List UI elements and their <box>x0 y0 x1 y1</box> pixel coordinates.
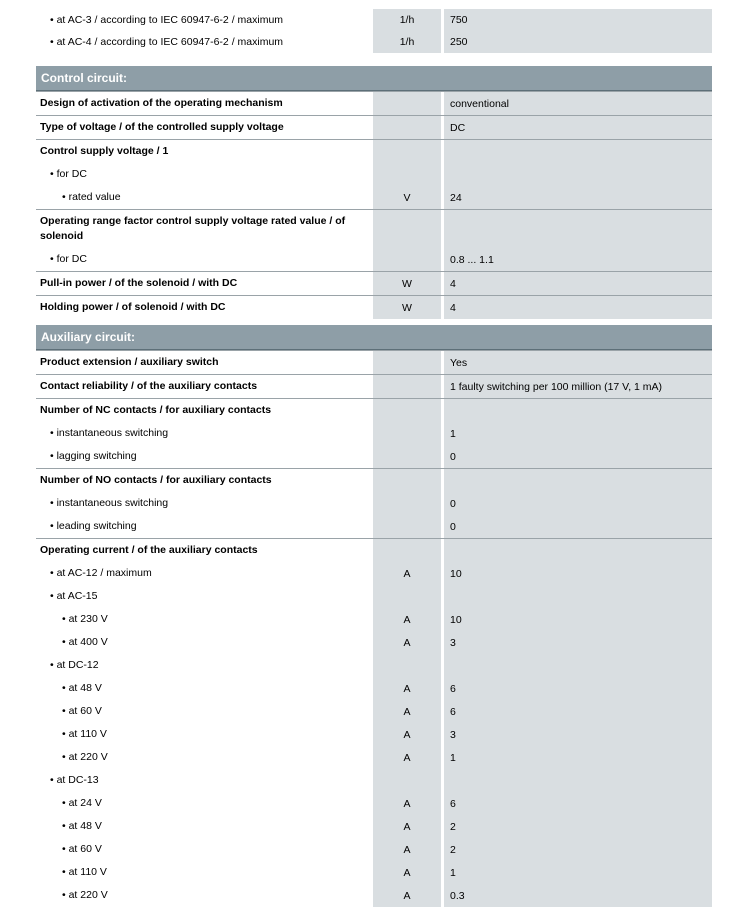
table-row <box>36 838 712 861</box>
row-value: 1 faulty switching per 100 million (17 V, 1 mA) <box>444 375 712 398</box>
row-label: Design of activation of the operating mechanism <box>40 97 283 109</box>
row-value: 6 <box>444 677 712 700</box>
row-value: 750 <box>444 9 712 31</box>
row-label: Product extension / auxiliary switch <box>40 356 219 368</box>
row-value: DC <box>444 116 712 139</box>
row-unit <box>373 469 441 492</box>
control-circuit-header <box>36 66 712 90</box>
row-unit <box>373 163 441 186</box>
row-unit: A <box>373 608 441 631</box>
table-row <box>36 139 712 163</box>
row-label: • at 220 V <box>62 751 108 763</box>
row-unit <box>373 92 441 115</box>
row-label: Type of voltage / of the controlled supply voltage <box>40 121 284 133</box>
row-unit: A <box>373 792 441 815</box>
table-row <box>36 295 712 319</box>
row-unit <box>373 375 441 398</box>
table-row <box>36 562 712 585</box>
row-unit: A <box>373 861 441 884</box>
row-label: • at 110 V <box>62 866 107 878</box>
row-label: • instantaneous switching <box>50 497 169 509</box>
row-value: 0 <box>444 492 712 515</box>
row-unit: A <box>373 815 441 838</box>
row-value: 24 <box>444 186 712 209</box>
row-label: Operating current / of the auxiliary contacts <box>40 544 258 556</box>
row-label: Number of NO contacts / for auxiliary contacts <box>40 474 272 486</box>
row-label: • at DC-12 <box>50 659 99 671</box>
row-value: 1 <box>444 746 712 769</box>
row-value <box>444 140 712 163</box>
row-unit <box>373 769 441 792</box>
row-value: 6 <box>444 700 712 723</box>
row-label: • for DC <box>50 253 87 265</box>
row-unit: A <box>373 700 441 723</box>
row-unit <box>373 351 441 374</box>
row-value: 0.3 <box>444 884 712 907</box>
row-value: 4 <box>444 272 712 295</box>
row-unit: W <box>373 272 441 295</box>
row-label: Operating range factor control supply voltage rated value / of solenoid <box>40 215 346 242</box>
row-unit: 1/h <box>373 31 441 53</box>
row-label: • at 220 V <box>62 889 108 901</box>
table-row <box>36 271 712 295</box>
row-label: • for DC <box>50 168 87 180</box>
top-table <box>36 9 712 53</box>
table-row <box>36 515 712 538</box>
row-unit: 1/h <box>373 9 441 31</box>
row-unit <box>373 140 441 163</box>
table-row <box>36 884 712 907</box>
row-value: 0 <box>444 445 712 468</box>
auxiliary-circuit-title: Auxiliary circuit: <box>41 330 136 344</box>
table-row <box>36 492 712 515</box>
table-row <box>36 91 712 115</box>
row-value <box>444 399 712 422</box>
row-label: • at 400 V <box>62 636 108 648</box>
row-value <box>444 585 712 608</box>
row-unit <box>373 399 441 422</box>
table-row <box>36 163 712 186</box>
row-value: 1 <box>444 861 712 884</box>
row-value: Yes <box>444 351 712 374</box>
row-unit: V <box>373 186 441 209</box>
table-row <box>36 677 712 700</box>
auxiliary-circuit-header <box>36 325 712 349</box>
row-label: • instantaneous switching <box>50 427 169 439</box>
table-row <box>36 31 712 53</box>
row-unit: A <box>373 677 441 700</box>
table-row <box>36 631 712 654</box>
table-row <box>36 654 712 677</box>
row-value: 3 <box>444 723 712 746</box>
row-unit: A <box>373 746 441 769</box>
row-label: Control supply voltage / 1 <box>40 145 169 157</box>
row-value: conventional <box>444 92 712 115</box>
table-row <box>36 861 712 884</box>
row-value: 2 <box>444 838 712 861</box>
table-row <box>36 723 712 746</box>
row-label: • at DC-13 <box>50 774 99 786</box>
table-row <box>36 422 712 445</box>
row-label: • at 60 V <box>62 843 102 855</box>
row-label: • at AC-3 / according to IEC 60947-6-2 / maximum <box>50 13 284 26</box>
table-row <box>36 9 712 31</box>
row-value <box>444 769 712 792</box>
row-unit <box>373 210 441 248</box>
row-label: • at AC-4 / according to IEC 60947-6-2 / maximum <box>50 35 284 48</box>
table-row <box>36 374 712 398</box>
control-circuit-title: Control circuit: <box>41 71 127 85</box>
table-row <box>36 209 712 248</box>
row-label: • at 230 V <box>62 613 108 625</box>
row-value: 10 <box>444 562 712 585</box>
row-label: • lagging switching <box>50 450 137 462</box>
row-value <box>444 210 712 248</box>
row-value: 1 <box>444 422 712 445</box>
control-table <box>36 91 712 319</box>
row-value: 4 <box>444 296 712 319</box>
row-label: • at 24 V <box>62 797 102 809</box>
row-label: • at 60 V <box>62 705 102 717</box>
row-value: 250 <box>444 31 712 53</box>
table-row <box>36 115 712 139</box>
row-label: • rated value <box>62 191 121 203</box>
table-row <box>36 186 712 209</box>
table-row <box>36 769 712 792</box>
row-value <box>444 654 712 677</box>
row-value: 0 <box>444 515 712 538</box>
table-row <box>36 468 712 492</box>
row-value <box>444 469 712 492</box>
row-unit <box>373 248 441 271</box>
row-unit: A <box>373 631 441 654</box>
row-unit: W <box>373 296 441 319</box>
row-unit <box>373 539 441 562</box>
table-row <box>36 248 712 271</box>
row-label: • at AC-12 / maximum <box>50 567 152 579</box>
row-unit: A <box>373 838 441 861</box>
row-value <box>444 163 712 186</box>
row-label: • at 48 V <box>62 820 102 832</box>
row-label: Holding power / of solenoid / with DC <box>40 301 226 313</box>
row-label: Number of NC contacts / for auxiliary contacts <box>40 404 272 416</box>
row-unit: A <box>373 562 441 585</box>
row-unit <box>373 515 441 538</box>
row-unit <box>373 445 441 468</box>
row-label: • at 48 V <box>62 682 102 694</box>
row-unit <box>373 585 441 608</box>
table-row <box>36 445 712 468</box>
row-value: 10 <box>444 608 712 631</box>
table-row <box>36 398 712 422</box>
row-label: Contact reliability / of the auxiliary contacts <box>40 380 258 392</box>
row-unit <box>373 116 441 139</box>
table-row <box>36 746 712 769</box>
table-row <box>36 608 712 631</box>
row-unit: A <box>373 723 441 746</box>
table-row <box>36 700 712 723</box>
row-unit <box>373 492 441 515</box>
table-row <box>36 815 712 838</box>
row-unit <box>373 654 441 677</box>
row-unit: A <box>373 884 441 907</box>
table-row <box>36 585 712 608</box>
row-label: Pull-in power / of the solenoid / with DC <box>40 277 238 289</box>
table-row <box>36 350 712 374</box>
row-value: 3 <box>444 631 712 654</box>
row-value: 6 <box>444 792 712 815</box>
row-value: 2 <box>444 815 712 838</box>
table-row <box>36 538 712 562</box>
row-label: • at AC-15 <box>50 590 98 602</box>
row-label: • leading switching <box>50 520 137 532</box>
auxiliary-table <box>36 350 712 907</box>
row-label: • at 110 V <box>62 728 107 740</box>
row-value <box>444 539 712 562</box>
row-unit <box>373 422 441 445</box>
table-row <box>36 792 712 815</box>
row-value: 0.8 ... 1.1 <box>444 248 712 271</box>
